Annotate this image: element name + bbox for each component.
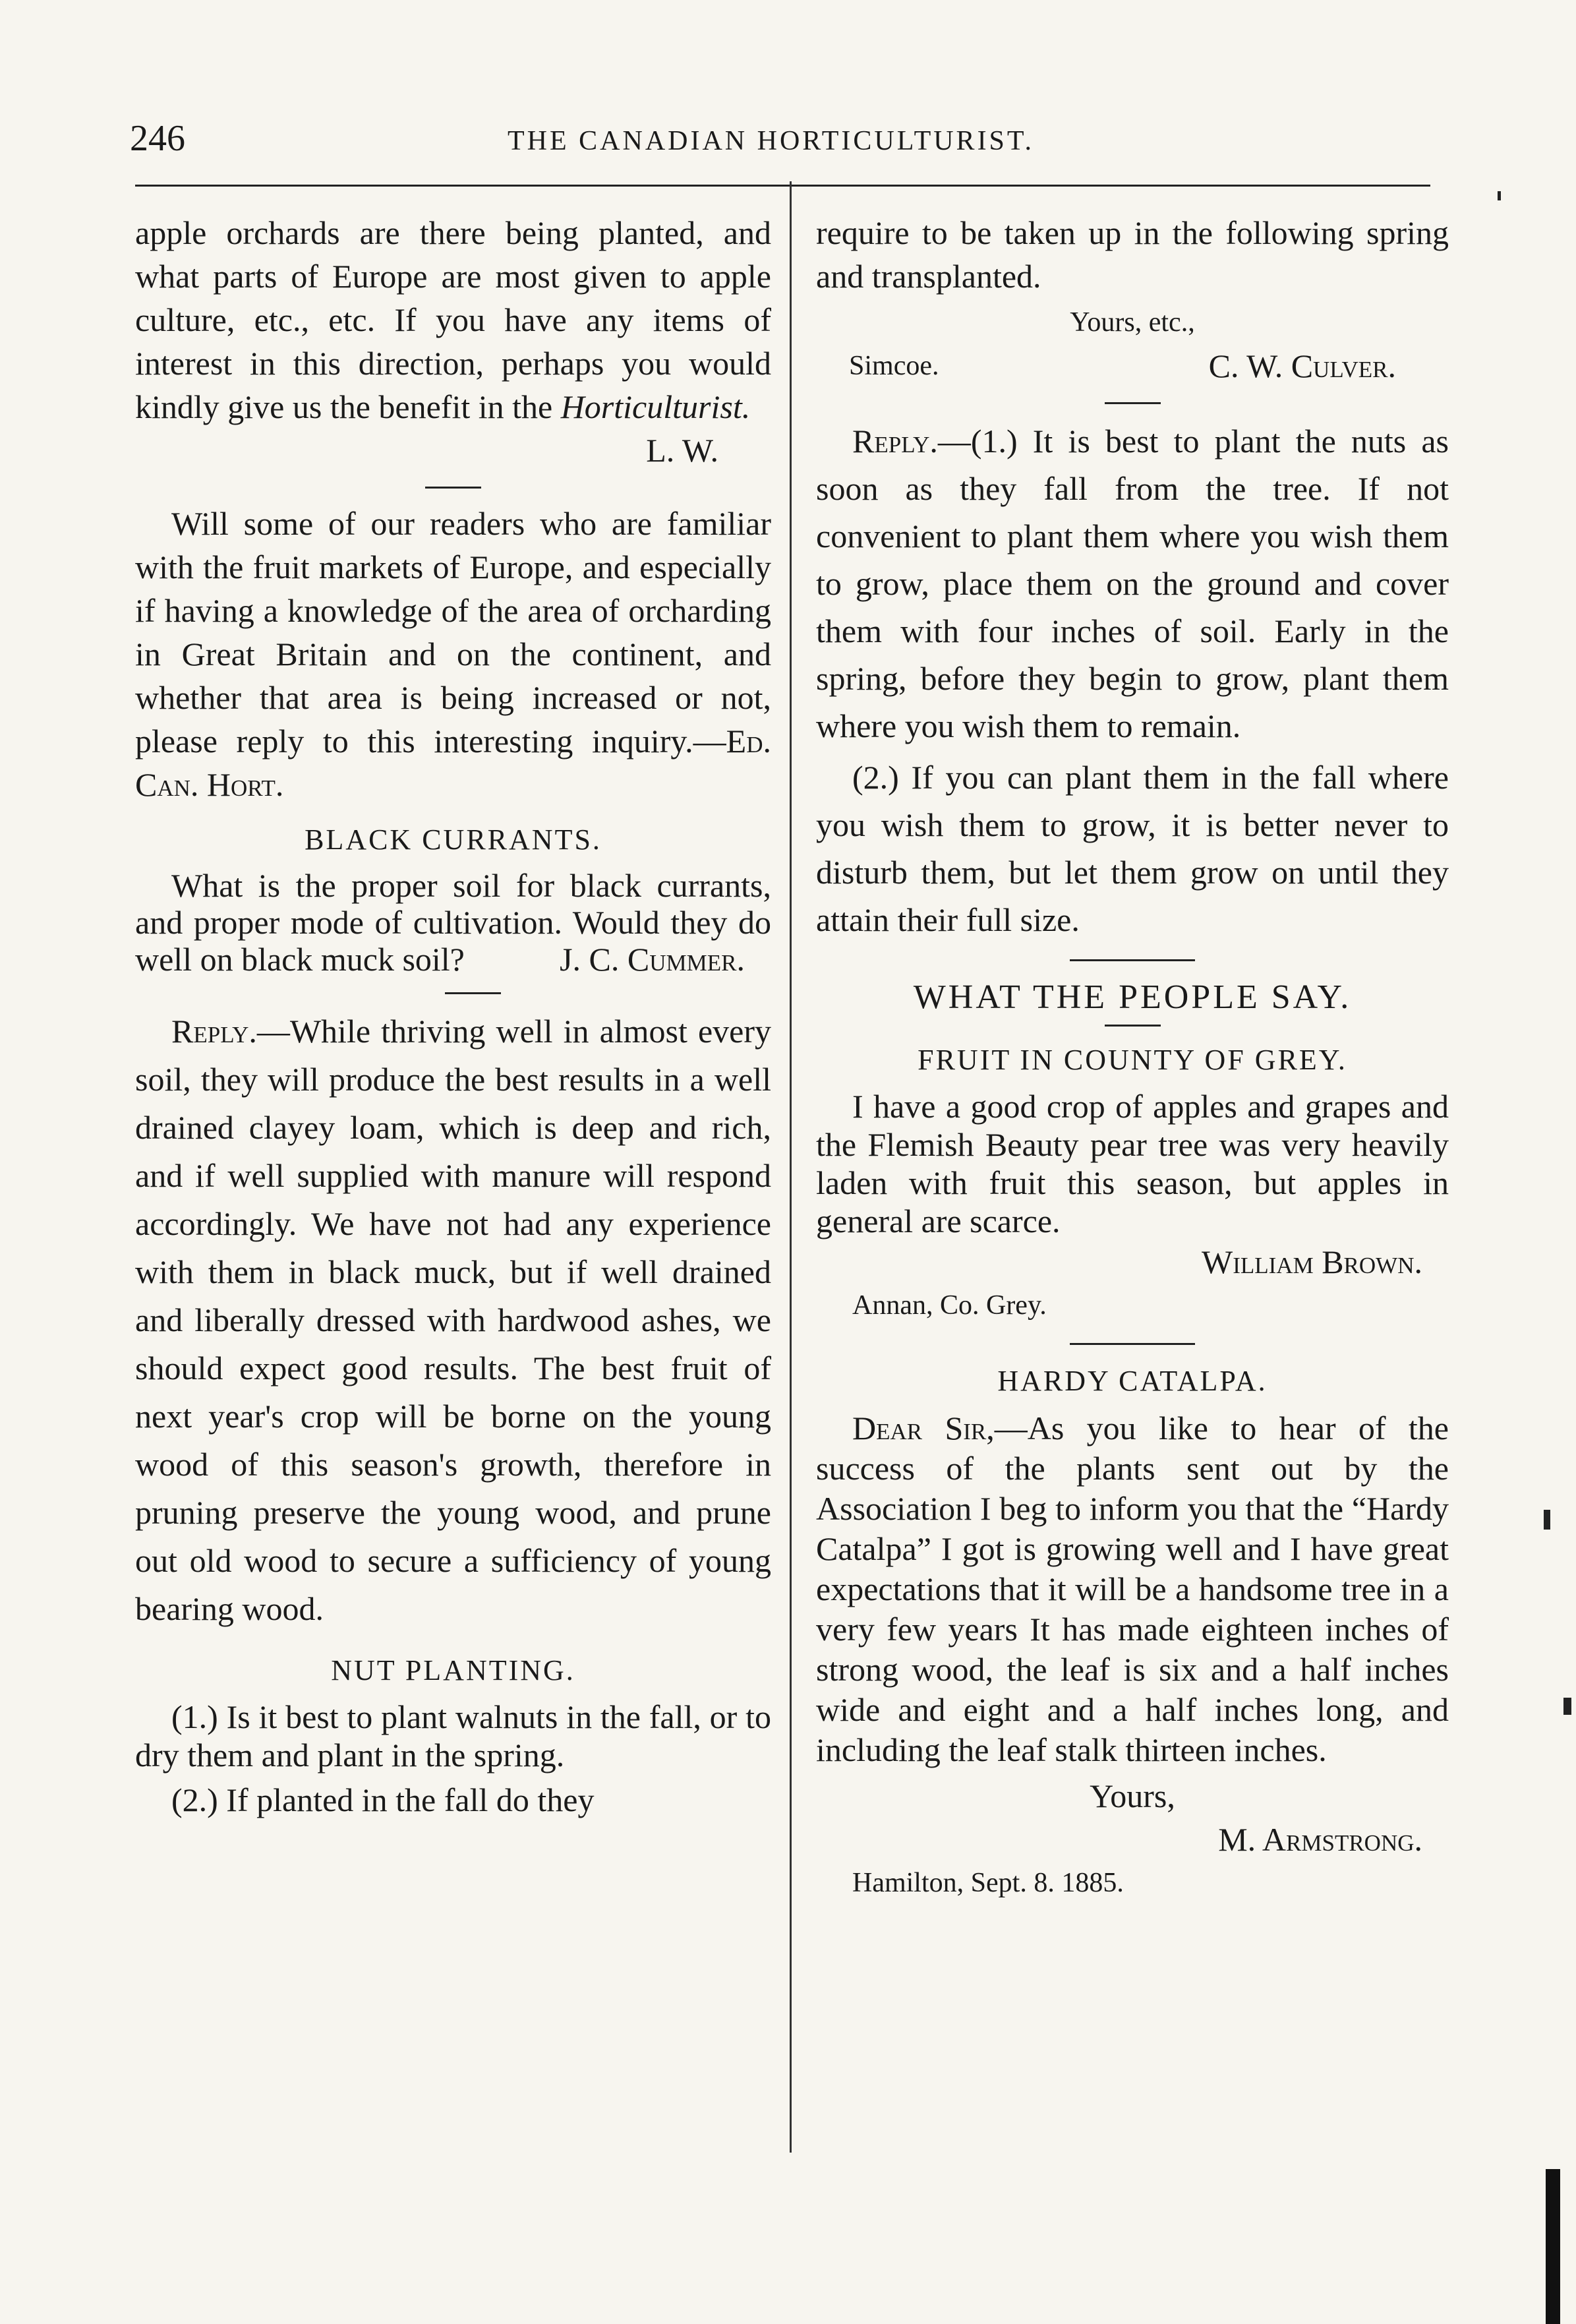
place: Hamilton, Sept. 8. 1885. xyxy=(852,1868,1124,1898)
closing: Yours, xyxy=(1090,1777,1175,1814)
section-rule xyxy=(445,992,501,994)
editor-signature: Ed. Can. Hort. xyxy=(135,723,771,803)
question-signature: J. C. Cummer. xyxy=(560,941,745,978)
question-paragraph xyxy=(135,867,771,978)
letter-text: apple orchards are there being planted, and what parts of Europe are most given to apple culture, etc., etc. If you have any items of interest in this direction, perhaps you would kindly give us the benefit in the xyxy=(135,214,771,425)
reply-paragraph: (2.) If you can plant them in the fall where you wish them to grow, it is better never to disturb them, but let them grow on until they attain their full size. xyxy=(816,759,1449,938)
section-rule xyxy=(425,487,481,489)
section-rule xyxy=(1070,1343,1195,1345)
question-continuation: require to be taken up in the following spring and transplanted. xyxy=(816,214,1449,295)
right-column xyxy=(816,211,1449,1905)
reply-paragraph xyxy=(816,417,1449,750)
signature: C. W. Culver. xyxy=(1208,347,1396,384)
heading-black-currants: BLACK CURRANTS. xyxy=(305,823,602,856)
signature: M. Armstrong. xyxy=(1218,1821,1422,1858)
header-rule xyxy=(135,185,1430,187)
reply-label: Reply. xyxy=(852,423,938,460)
signature-row xyxy=(816,344,1449,388)
closing: Yours, etc., xyxy=(1070,307,1195,338)
section-rule xyxy=(1105,1025,1161,1027)
section-rule xyxy=(1070,959,1195,961)
salutation: Dear Sir, xyxy=(852,1410,995,1446)
question-text: What is the proper soil for black currants, and proper mode of cultivation. Would they do well on black muck soil? xyxy=(135,867,771,978)
page-edge-bar xyxy=(1546,2169,1560,2324)
heading-what-the-people-say: WHAT THE PEOPLE SAY. xyxy=(913,978,1352,1016)
ink-speck xyxy=(1544,1510,1550,1530)
question-paragraph: (1.) Is it best to plant walnuts in the fall, or to dry them and plant in the spring. xyxy=(135,1698,771,1773)
reply-label: Reply. xyxy=(171,1013,257,1050)
heading-nut-planting: NUT PLANTING. xyxy=(331,1654,575,1686)
question-paragraph: (2.) If planted in the fall do they xyxy=(171,1781,595,1818)
ink-speck xyxy=(1563,1698,1571,1715)
editor-text: Will some of our readers who are familiar with the fruit markets of Europe, and especially if having a knowledge of the area of orcharding in Great Britain and on the continent, and whether that area is being increased or not, please reply to this interesting inquiry.— xyxy=(135,505,771,760)
heading-hardy-catalpa: HARDY CATALPA. xyxy=(997,1365,1268,1397)
signature: L. W. xyxy=(646,432,718,469)
reply-text: —(1.) It is best to plant the nuts as soon as they fall from the tree. If not convenient to plant them where you wish them to grow, place them on the ground and cover them with four inches of soil. Early in the spring, before they begin to grow, plant them where you wish them to remain. xyxy=(816,423,1449,744)
heading-fruit-grey: FRUIT IN COUNTY OF GREY. xyxy=(918,1044,1347,1076)
place: Annan, Co. Grey. xyxy=(852,1290,1047,1321)
column-divider xyxy=(790,181,792,2153)
signature: William Brown. xyxy=(1202,1243,1422,1280)
letter-text: —As you like to hear of the success of the plants sent out by the Association I beg to inform you that the “Hardy Catalpa” I got is growing well and I have great expectations that it will be a handsome tree in a very few years It has made eighteen inches of strong wood, the leaf is six and a half inches wide and eight and a half inches long, and including the leaf stalk thirteen inches. xyxy=(816,1410,1449,1768)
running-head: THE CANADIAN HORTICULTURIST. xyxy=(508,126,1034,156)
ink-speck xyxy=(1498,191,1501,200)
section-rule xyxy=(1105,402,1161,404)
journal-name: Horticulturist. xyxy=(560,388,751,425)
letter-paragraph: I have a good crop of apples and grapes and the Flemish Beauty pear tree was very heavily laden with fruit this season, but apples in general are scarce. xyxy=(816,1088,1449,1239)
left-column xyxy=(135,211,771,1822)
editor-note xyxy=(135,502,771,806)
letter-paragraph xyxy=(816,1408,1449,1770)
page-number: 246 xyxy=(130,118,185,159)
place: Simcoe. xyxy=(849,351,939,381)
reply-paragraph xyxy=(135,1007,771,1633)
letter-paragraph xyxy=(135,211,771,429)
reply-text: —While thriving well in almost every soil, they will produce the best results in a well drained clayey loam, which is deep and rich, and if well supplied with manure will respond accordingly. We have not had any experience with them in black muck, but if well drained and liberally dressed with hardwood ashes, we should expect good results. The best fruit of next year's crop will be borne on the young wood of this season's growth, therefore in pruning preserve the young wood, and prune out old wood to secure a sufficiency of young bearing wood. xyxy=(135,1013,771,1627)
